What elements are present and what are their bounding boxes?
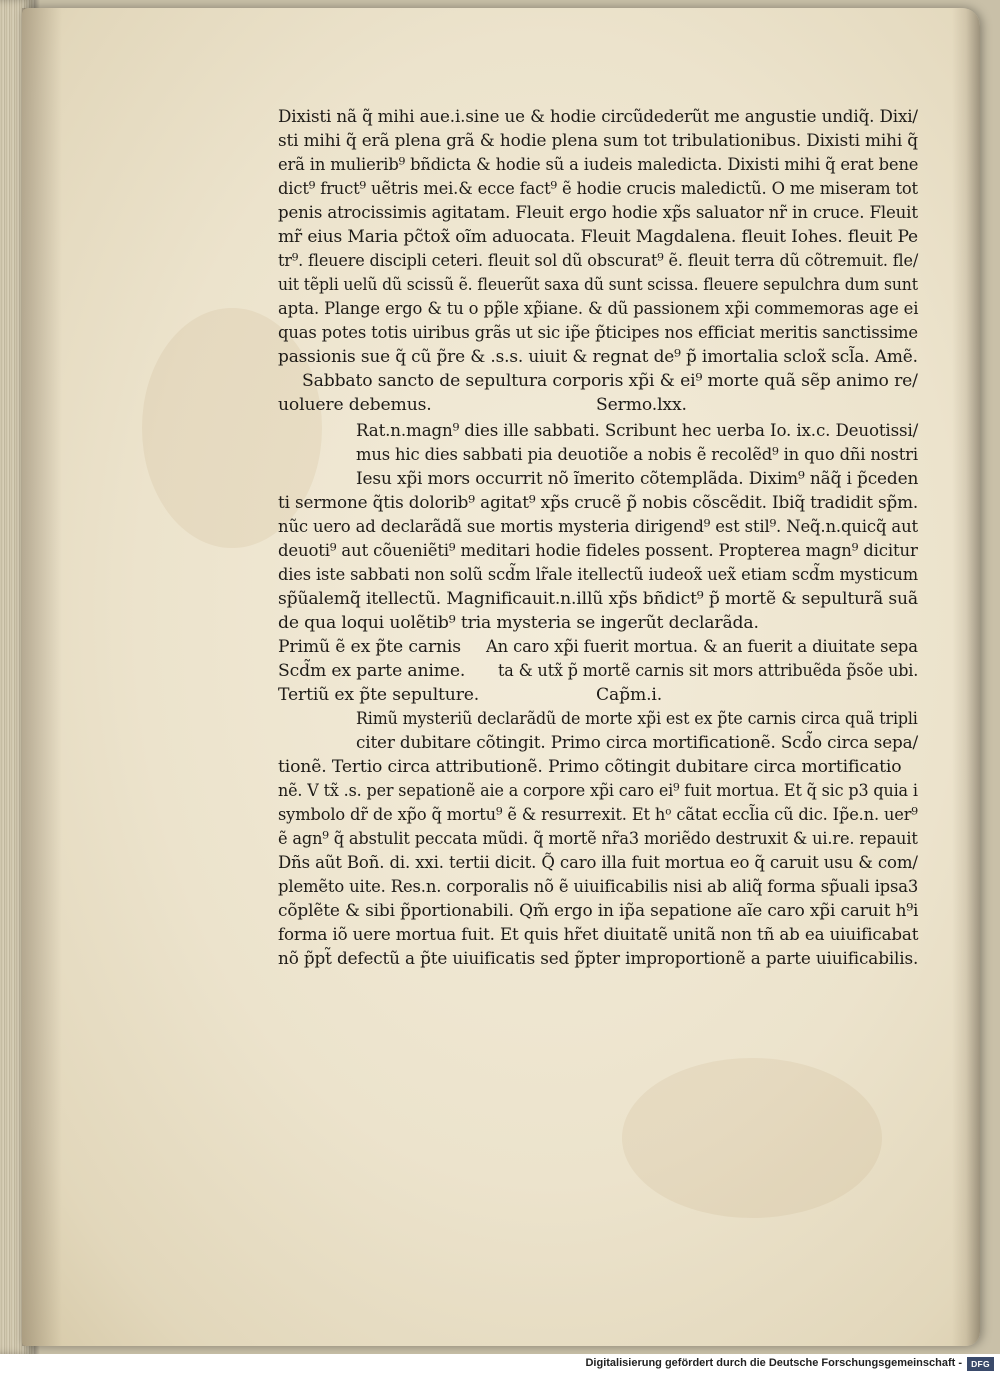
text-line: erã in mulierib⁹ bñdicta & hodie sũ a iudeis maledicta. Dixisti mihi q̃ erat bene — [278, 155, 919, 175]
sermon-line: dies iste sabbati non solũ scd̃m lr̃ale itellectũ iudeox̃ uex̃ etiam scd̃m mysticum — [278, 565, 918, 585]
sermon-line: ti sermone q̃tis dolorib⁹ agitat⁹ xp̃s crucẽ p̃ nobis cõscẽdit. Ibiq̃ tradidit sp̃m. — [278, 493, 919, 513]
sermon-line: mus hic dies sabbati pia deuotiõe a nobis ẽ recolẽd⁹ in quo dñi nostri — [356, 445, 918, 465]
sermon-line: deuoti⁹ aut cõueniẽti⁹ meditari hodie fideles possent. Propterea magn⁹ dicitur — [278, 541, 918, 561]
funding-credit: Digitalisierung gefördert durch die Deutsche Forschungsgemeinschaft - — [585, 1357, 962, 1369]
chapter-line: cõplẽte & sibi p̃portionabili. Qm̃ ergo in ip̃a sepatione aĩe caro xp̃i caruit h⁹i — [278, 901, 919, 921]
chapter-line: symbolo dr̃ de xp̃o q̃ mortu⁹ ẽ & resurrexit. Et hᵒ cãtat eccl̃ia cũ dic. Ip̃e.n. uer⁹ — [278, 805, 918, 825]
text-line: quas potes totis uiribus grãs ut sic ip̃e p̃ticipes nos efficiat meritis sanctissime — [278, 323, 918, 343]
chapter-line: citer dubitare cõtingit. Primo circa mortificationẽ. Scd̃o circa sepa/ — [356, 733, 918, 753]
rubric-line: uoluere debemus. — [278, 395, 432, 415]
sermon-line: Iesu xp̃i mors occurrit nõ ĩmerito cõtemplãda. Dixim⁹ nãq̃ i p̃ceden — [356, 469, 919, 489]
text-line: dict⁹ fruct⁹ uẽtris mei.& ecce fact⁹ ẽ hodie crucis maledictũ. O me miseram tot — [278, 179, 918, 199]
chapter-line: forma iõ uere mortua fuit. Et quis hr̃et diuitatẽ unitã non tñ ab ea uiuificabat — [278, 925, 919, 945]
gutter-shadow — [22, 8, 62, 1346]
division-right: An caro xp̃i fuerit mortua. & an fuerit a diuitate sepa — [486, 637, 918, 657]
sermon-number: Sermo.lxx. — [596, 395, 687, 415]
text-line: Dixisti nã q̃ mihi aue.i.sine ue & hodie circũdederũt me angustie undiq̃. Dixi/ — [278, 107, 918, 127]
text-line: apta. Plange ergo & tu o pp̃le xp̃iane. & dũ passionem xp̃i commemoras age ei — [278, 299, 919, 319]
division-left: Tertiũ ex p̃te sepulture. — [278, 685, 480, 705]
chapter-line: ẽ agn⁹ q̃ abstulit peccata mũdi. q̃ mortẽ nr̃a3 moriẽdo destruxit & ui.re. repauit — [278, 829, 918, 849]
paper-stain — [622, 1058, 882, 1218]
division-left: Scd̃m ex parte anime. — [278, 661, 466, 681]
text-line: passionis sue q̃ cũ p̃re & .s.s. uiuit & regnat de⁹ p̃ imortalia sclox̃ scl̃a. Amẽ. — [278, 347, 918, 367]
text-line: tr⁹. fleuere discipli ceteri. fleuit sol dũ obscurat⁹ ẽ. fleuit terra dũ cõtremuit. fle/ — [278, 251, 919, 271]
text-line: sti mihi q̃ erã plena grã & hodie plena sum tot tribulationibus. Dixisti mihi q̃ — [278, 131, 918, 151]
chapter-heading: Cap̃m.i. — [596, 685, 663, 705]
chapter-line: nẽ. V tx̃ .s. per sepationẽ aie a corpore xp̃i caro ei⁹ fuit mortua. Et q̃ sic p3 quia i — [278, 781, 918, 801]
division-left: Primũ ẽ ex p̃te carnis — [278, 637, 461, 657]
fore-edge-shadow — [952, 8, 980, 1346]
chapter-line: plemẽto uite. Res.n. corporalis nõ ẽ uiuificabilis nisi ab aliq̃ forma sp̃uali ipsa3 — [278, 877, 919, 897]
chapter-line: nõ p̃pt̃ defectũ a p̃te uiuificatis sed p̃pter improportionẽ a parte uiuificabilis. — [278, 949, 919, 969]
rubric-line: Sabbato sancto de sepultura corporis xp̃i & ei⁹ morte quã sẽp animo re/ — [302, 371, 918, 391]
dfg-logo[interactable]: DFG — [967, 1357, 994, 1371]
chapter-line: tionẽ. Tertio circa attributionẽ. Primo cõtingit dubitare circa mortificatio — [278, 757, 902, 777]
text-line: mr̃ eius Maria pc̃tox̃ oĩm aduocata. Fleuit Magdalena. fleuit Iohes. fleuit Pe — [278, 227, 918, 247]
sermon-line: sp̃ũalemq̃ itellectũ. Magnificauit.n.illũ xp̃s bñdict⁹ p̃ mortẽ & sepulturã suã — [278, 589, 918, 609]
text-line: penis atrocissimis agitatam. Fleuit ergo hodie xp̃s saluator nr̃ in cruce. Fleuit — [278, 203, 918, 223]
division-right: ta & utx̃ p̃ mortẽ carnis sit mors attribuẽda p̃sõe ubi. — [498, 661, 919, 681]
chapter-line: Rimũ mysteriũ declarãdũ de morte xp̃i est ex p̃te carnis circa quã tripli — [356, 709, 918, 729]
chapter-line: Dñs aũt Boñ. di. xxi. tertii dicit. Q̃ caro illa fuit mortua eo q̃ caruit usu & com/ — [278, 853, 918, 873]
sermon-line: Rat.n.magn⁹ dies ille sabbati. Scribunt hec uerba Io. ix.c. Deuotissi/ — [356, 421, 919, 441]
text-line: uit tẽpli uelũ dũ scissũ ẽ. fleuerũt saxa dũ sunt scissa. fleuere sepulchra dum sunt — [278, 275, 918, 295]
sermon-line: nũc uero ad declarãdã sue mortis mysteria dirigend⁹ est stil⁹. Neq̃.n.quicq̃ aut — [278, 517, 918, 537]
footer-bar — [0, 1354, 1000, 1375]
sermon-line: de qua loqui uolẽtib⁹ tria mysteria se ingerũt declarãda. — [278, 613, 759, 633]
